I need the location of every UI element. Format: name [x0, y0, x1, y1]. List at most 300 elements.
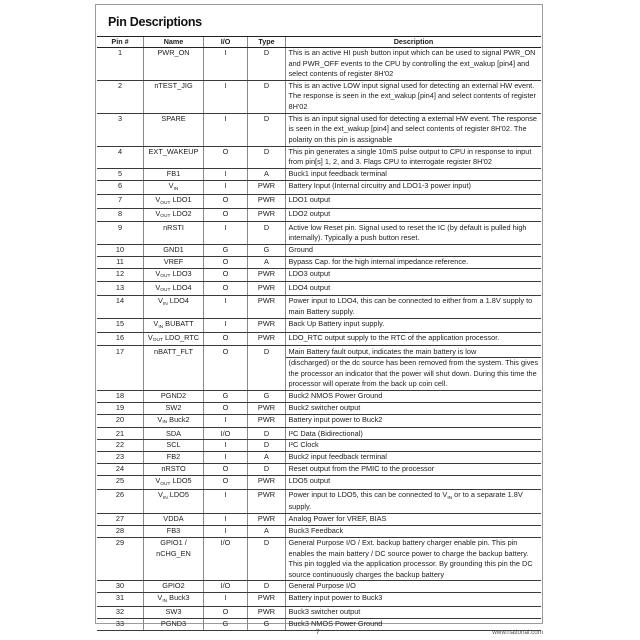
subscript-text: IN	[162, 495, 168, 501]
pin-name-cell	[143, 222, 203, 243]
description-line: Back Up Battery input supply.	[288, 318, 385, 328]
description-block	[289, 114, 542, 146]
subscript-text: OUT	[160, 274, 171, 280]
pin-name-text: LDO5	[167, 489, 189, 499]
description-line: (discharged) or the dc source has been removed from the system. This gives	[288, 358, 539, 368]
pin-type-cell: D	[247, 440, 285, 451]
table-row	[97, 181, 541, 195]
pin-io-cell: I	[203, 440, 247, 451]
pin-name-line	[144, 209, 203, 222]
pin-name-cell	[143, 81, 203, 113]
pin-name-cell	[143, 619, 203, 630]
description-block	[289, 538, 542, 580]
pin-io-cell: I	[203, 296, 247, 317]
pin-descriptions-table	[97, 36, 541, 631]
pin-io-cell: O	[203, 282, 247, 295]
subscript-text: IN	[158, 324, 164, 330]
pin-type-cell: A	[247, 452, 285, 463]
pin-description-cell	[285, 147, 541, 168]
pin-name-cell	[143, 195, 203, 208]
pin-name-cell	[143, 415, 203, 428]
pin-name-line	[144, 464, 203, 475]
pin-io-cell: I	[203, 593, 247, 606]
pin-name-cell	[143, 440, 203, 451]
description-block	[289, 514, 542, 525]
description-line: Buck2 NMOS Power Ground	[288, 390, 383, 400]
pin-io-cell: I	[203, 81, 247, 113]
description-text: or to a separate 1.8V	[452, 489, 523, 499]
page-number: 7	[316, 629, 320, 636]
description-line: The response is seen in the ext_wakup [pin4] and select contents of register	[288, 91, 536, 101]
pin-number-cell: 11	[116, 256, 124, 266]
pin-type-cell: D	[247, 538, 285, 580]
subscript-text: IN	[447, 495, 453, 501]
table-row	[97, 245, 541, 257]
pin-name-cell	[143, 464, 203, 475]
description-line: Power input to LDO4, this can be connected to either from a 1.8V supply to	[288, 296, 533, 306]
pin-description-cell	[285, 452, 541, 463]
pin-name-cell	[143, 48, 203, 80]
pin-number-cell: 24	[115, 464, 125, 474]
pin-type-cell: PWR	[247, 319, 285, 332]
pin-type-cell: D	[247, 428, 285, 439]
pin-name-line	[144, 181, 203, 194]
pin-type-cell: D	[247, 114, 285, 146]
pin-name-line	[144, 403, 203, 414]
pin-type-cell: PWR	[247, 181, 285, 194]
pin-type-cell: A	[247, 257, 285, 268]
pin-type-cell: D	[247, 464, 285, 475]
pin-name-text: V	[155, 194, 161, 204]
pin-name-text: V	[157, 414, 163, 424]
pin-name-text: V	[158, 296, 163, 306]
pin-name-cell	[143, 333, 203, 346]
pin-io-cell: I	[203, 526, 247, 537]
description-line: This is an active LOW input signal used for detecting an external HW event.	[288, 80, 535, 90]
pin-io-cell: I	[203, 490, 247, 513]
pin-name-cell	[143, 593, 203, 606]
pin-number-cell: 2	[117, 80, 123, 90]
header-io: I/O	[203, 37, 247, 47]
pin-name-line	[144, 476, 203, 489]
pin-io-cell: I	[203, 114, 247, 146]
description-line: Buck3 NMOS Power Ground	[288, 619, 383, 629]
pin-name-line	[144, 440, 203, 451]
pin-name-line	[144, 452, 203, 463]
pin-name-line	[144, 195, 203, 208]
pin-io-cell: O	[203, 476, 247, 489]
description-block	[289, 333, 542, 344]
pin-type-cell: D	[247, 81, 285, 113]
pin-name-text: V	[147, 332, 153, 342]
pin-io-cell: O	[203, 147, 247, 168]
pin-name-cell	[143, 181, 203, 194]
description-block	[289, 415, 542, 426]
pin-description-cell	[285, 514, 541, 525]
subscript-text: IN	[162, 420, 168, 426]
pin-io-cell: I	[203, 319, 247, 332]
description-line: Buck3 switcher output	[288, 607, 361, 617]
pin-io-cell: I/O	[203, 428, 247, 439]
description-block	[289, 209, 542, 220]
pin-name-cell	[143, 245, 203, 256]
pin-name-text: PGND2	[160, 390, 187, 400]
pin-name-line	[144, 593, 203, 606]
pin-name-text: nCHG_EN	[156, 548, 191, 558]
description-line: LDO4 output	[288, 282, 331, 292]
pin-io-cell: I	[203, 181, 247, 194]
description-line: LDO_RTC output supply to the RTC of the application processor.	[288, 332, 500, 342]
pin-description-cell	[285, 81, 541, 113]
subscript-text: OUT	[160, 481, 171, 487]
pin-description-cell	[285, 593, 541, 606]
pin-number-cell: 23	[115, 452, 125, 462]
pin-name-cell	[143, 269, 203, 282]
header-pin-number: Pin #	[111, 37, 129, 47]
subscript-text: IN	[162, 599, 168, 605]
pin-io-cell: O	[203, 333, 247, 346]
pin-name-cell	[143, 282, 203, 295]
pin-name-line	[144, 538, 203, 549]
pin-type-cell: PWR	[247, 403, 285, 414]
description-line: select contents of register 8H'02	[288, 69, 394, 79]
pin-name-line	[144, 347, 203, 358]
pin-name-text: GPIO2	[162, 581, 185, 591]
pin-name-line	[144, 526, 203, 537]
pin-name-line	[144, 581, 203, 592]
description-line: Bypass Cap. for the high internal impedance reference.	[288, 256, 469, 266]
pin-table-body	[97, 48, 541, 631]
description-line: Ground	[288, 244, 313, 254]
pin-name-text: nRSTO	[161, 464, 186, 474]
pin-name-cell	[143, 514, 203, 525]
description-block	[289, 347, 542, 358]
table-row	[97, 169, 541, 181]
description-line: Battery Input (Internal circuitry and LDO1-3 power input)	[288, 180, 471, 190]
page-title: Pin Descriptions	[108, 15, 202, 29]
pin-name-cell	[143, 391, 203, 402]
pin-number-cell: 22	[115, 440, 125, 450]
pin-name-cell	[143, 114, 203, 146]
pin-type-cell: PWR	[247, 607, 285, 618]
pin-description-cell	[285, 464, 541, 475]
pin-number-cell: 8	[117, 208, 123, 218]
table-row	[97, 415, 541, 429]
description-block	[289, 147, 542, 168]
pin-io-cell: I	[203, 514, 247, 525]
pin-number-cell: 3	[117, 113, 123, 123]
pin-name-line	[144, 391, 203, 402]
pin-description-cell	[285, 346, 541, 389]
pin-type-cell: D	[247, 581, 285, 592]
pin-name-text: GPIO1 /	[160, 538, 187, 548]
pin-name-cell	[143, 581, 203, 592]
description-line: Battery input power to Buck2	[288, 414, 383, 424]
pin-name-cell	[143, 147, 203, 168]
description-block	[289, 195, 542, 206]
pin-description-cell	[285, 333, 541, 346]
pin-name-text: SW3	[165, 607, 182, 617]
pin-io-cell: O	[203, 195, 247, 208]
table-row	[97, 333, 541, 347]
table-row	[97, 346, 541, 390]
pin-name-text: Buck3	[167, 593, 190, 603]
pin-description-cell	[285, 428, 541, 439]
table-row	[97, 48, 541, 81]
pin-name-line	[144, 296, 203, 309]
pin-type-cell: PWR	[247, 209, 285, 222]
table-row	[97, 538, 541, 581]
description-block	[289, 490, 542, 513]
pin-io-cell: G	[203, 391, 247, 402]
pin-name-text: V	[153, 318, 159, 328]
description-line: the processor an indicator that the power will shut down. During this time the	[288, 368, 537, 378]
pin-io-cell: O	[203, 403, 247, 414]
pin-name-cell	[143, 526, 203, 537]
description-block	[289, 48, 542, 80]
description-line: LDO3 output	[288, 268, 331, 278]
pin-description-cell	[285, 526, 541, 537]
pin-description-cell	[285, 415, 541, 428]
pin-number-cell: 7	[117, 194, 123, 204]
table-row	[97, 607, 541, 619]
description-line: supply.	[288, 502, 312, 512]
table-row	[97, 319, 541, 333]
pin-name-text: Buck2	[167, 414, 190, 424]
pin-number-cell: 27	[115, 514, 125, 524]
pin-name-line	[144, 607, 203, 618]
pin-io-cell: G	[203, 619, 247, 630]
pin-description-cell	[285, 319, 541, 332]
pin-name-text: FB1	[166, 169, 181, 179]
pin-name-line	[144, 283, 203, 296]
description-line: Reset output from the PMIC to the processor	[288, 464, 435, 474]
pin-type-cell: PWR	[247, 593, 285, 606]
pin-description-cell	[285, 245, 541, 256]
description-block	[289, 429, 542, 440]
pin-name-cell	[143, 452, 203, 463]
pin-type-cell: PWR	[247, 490, 285, 513]
description-block	[289, 283, 542, 294]
description-block	[289, 581, 542, 592]
description-line: Buck2 switcher output	[288, 402, 361, 412]
pin-name-text: FB2	[166, 452, 181, 462]
pin-name-line	[144, 269, 203, 282]
pin-name-text: GND1	[163, 244, 184, 254]
description-line: polarity on this pin is assignable	[288, 134, 393, 144]
pin-name-line	[144, 415, 203, 428]
description-line: Main Battery fault output, indicates the main battery is low	[288, 346, 477, 356]
description-text: Power input to LDO5, this can be connected to V	[288, 489, 448, 499]
pin-name-text: VREF	[163, 256, 184, 266]
pin-type-cell: PWR	[247, 333, 285, 346]
subscript-text: IN	[162, 302, 168, 308]
description-block	[286, 357, 541, 390]
table-row	[97, 147, 541, 169]
pin-name-text: SDA	[165, 428, 182, 438]
pin-name-cell	[143, 296, 203, 317]
pin-name-text: V	[157, 593, 163, 603]
header-name: Name	[143, 37, 203, 47]
pin-name-line	[144, 429, 203, 440]
description-block	[289, 169, 542, 180]
pin-description-cell	[285, 391, 541, 402]
pin-name-line	[144, 223, 203, 234]
description-block	[289, 269, 542, 280]
subscript-text: IN	[173, 186, 179, 192]
pin-name-cell	[143, 169, 203, 180]
pin-io-cell: O	[203, 209, 247, 222]
pin-description-cell	[285, 257, 541, 268]
pin-name-text: PGND3	[160, 619, 187, 629]
description-line: LDO1 output	[288, 194, 331, 204]
pin-name-text: V	[155, 208, 161, 218]
description-line: This pin toggled via the application processor. By grounding this pin the DC	[288, 559, 533, 569]
pin-description-cell	[285, 48, 541, 80]
pin-name-text: LDO2	[170, 208, 192, 218]
pin-name-text: nRSTI	[163, 222, 184, 232]
header-type: Type	[247, 37, 285, 47]
subscript-text: OUT	[152, 338, 163, 344]
pin-type-cell: A	[247, 169, 285, 180]
pin-name-text: EXT_WAKEUP	[148, 146, 199, 156]
description-block	[289, 476, 542, 487]
table-row	[97, 209, 541, 223]
header-description: Description	[285, 37, 541, 47]
pin-name-line	[144, 514, 203, 525]
table-row	[97, 581, 541, 593]
pin-name-text: LDO5	[170, 476, 192, 486]
pin-number-cell: 25	[115, 476, 125, 486]
description-block	[289, 391, 542, 402]
pin-name-text: SW2	[165, 402, 182, 412]
pin-number-cell: 13	[115, 282, 125, 292]
pin-name-text: LDO_RTC	[162, 332, 200, 342]
pin-number-cell: 28	[115, 526, 125, 536]
pin-name-cell	[143, 319, 203, 332]
pin-name-text: V	[155, 476, 161, 486]
description-line: is seen in the ext_wakup [pin4] and select contents of register 8H'02. The	[288, 124, 527, 134]
subscript-text: OUT	[160, 288, 171, 294]
pin-name-text: BUBATT	[163, 318, 194, 328]
pin-name-text: FB3	[166, 526, 181, 536]
pin-name-line	[144, 619, 203, 630]
pin-type-cell: PWR	[247, 195, 285, 208]
footer-website: www.national.com	[492, 629, 543, 636]
pin-name-line	[144, 48, 203, 59]
description-line: Active low Reset pin. Signal used to reset the IC (by default is pulled high	[288, 222, 527, 232]
description-block	[289, 223, 542, 244]
pin-io-cell: I/O	[203, 538, 247, 580]
pin-io-cell: O	[203, 607, 247, 618]
pin-name-cell	[143, 346, 203, 389]
description-block	[289, 403, 542, 414]
table-row	[97, 296, 541, 318]
pin-description-cell	[285, 181, 541, 194]
pin-number-cell: 1	[117, 48, 123, 58]
pin-io-cell: G	[203, 245, 247, 256]
pin-io-cell: O	[203, 346, 247, 389]
description-block	[289, 81, 542, 113]
pin-description-cell	[285, 282, 541, 295]
pin-number-cell: 32	[115, 607, 125, 617]
pin-description-cell	[285, 114, 541, 146]
description-line: internally). Typically a push button reset.	[288, 233, 420, 243]
pin-name-cell	[143, 476, 203, 489]
pin-type-cell: D	[247, 222, 285, 243]
table-row	[97, 428, 541, 440]
pin-number-cell: 6	[117, 180, 123, 190]
description-line: from pin[s] 1, 2, and 3. Flags CPU to interrogate register 8H'02	[288, 157, 492, 167]
pin-description-cell	[285, 440, 541, 451]
pin-name-line	[144, 81, 203, 92]
pin-number-cell: 33	[115, 619, 125, 629]
pin-type-cell: PWR	[247, 476, 285, 489]
pin-number-cell: 20	[115, 414, 125, 424]
description-block	[289, 440, 542, 451]
description-block	[289, 245, 542, 256]
pin-name-text: LDO4	[167, 296, 189, 306]
description-line: main Battery supply.	[288, 306, 355, 316]
pin-name-text: SCL	[166, 440, 181, 450]
pin-io-cell: O	[203, 257, 247, 268]
description-block	[289, 619, 542, 630]
description-block	[289, 319, 542, 330]
pin-name-line	[144, 257, 203, 268]
pin-description-cell	[285, 476, 541, 489]
description-line: I²C Data (Bidirectional)	[288, 428, 363, 438]
table-row	[97, 514, 541, 526]
pin-name-cell	[143, 538, 203, 580]
pin-description-cell	[285, 222, 541, 243]
pin-type-cell: G	[247, 245, 285, 256]
pin-description-cell	[285, 490, 541, 513]
pin-type-cell: G	[247, 619, 285, 630]
description-line: Analog Power for VREF, BIAS	[288, 514, 387, 524]
pin-description-cell	[285, 169, 541, 180]
pin-name-cell	[143, 257, 203, 268]
pin-description-cell	[285, 538, 541, 580]
table-row	[97, 195, 541, 209]
pin-name-line	[144, 490, 203, 503]
pin-io-cell: I	[203, 222, 247, 243]
pin-number-cell: 30	[115, 581, 125, 591]
pin-name-text: V	[158, 489, 163, 499]
pin-name-line	[144, 114, 203, 125]
pin-name-cell	[143, 403, 203, 414]
table-row	[97, 526, 541, 538]
pin-name-text: nTEST_JIG	[154, 80, 193, 90]
pin-io-cell: I	[203, 48, 247, 80]
table-row	[97, 440, 541, 452]
pin-name-cell	[143, 428, 203, 439]
pin-number-cell: 17	[115, 346, 125, 356]
description-line	[289, 490, 542, 503]
description-line: and PWR_OFF events to the CPU by controlling the ext_wakup [pin4] and	[288, 58, 530, 68]
description-line: LDO5 output	[288, 476, 331, 486]
subscript-text: OUT	[160, 200, 171, 206]
subscript-text: OUT	[160, 214, 171, 220]
description-block	[289, 464, 542, 475]
pin-number-cell: 5	[117, 169, 123, 179]
pin-io-cell: I	[203, 169, 247, 180]
pin-type-cell: PWR	[247, 296, 285, 317]
pin-description-cell	[285, 195, 541, 208]
pin-number-cell: 10	[115, 244, 125, 254]
description-line: Buck2 input feedback terminal	[288, 452, 387, 462]
pin-io-cell: I/O	[203, 581, 247, 592]
description-line: Battery input power to Buck3	[288, 593, 383, 603]
